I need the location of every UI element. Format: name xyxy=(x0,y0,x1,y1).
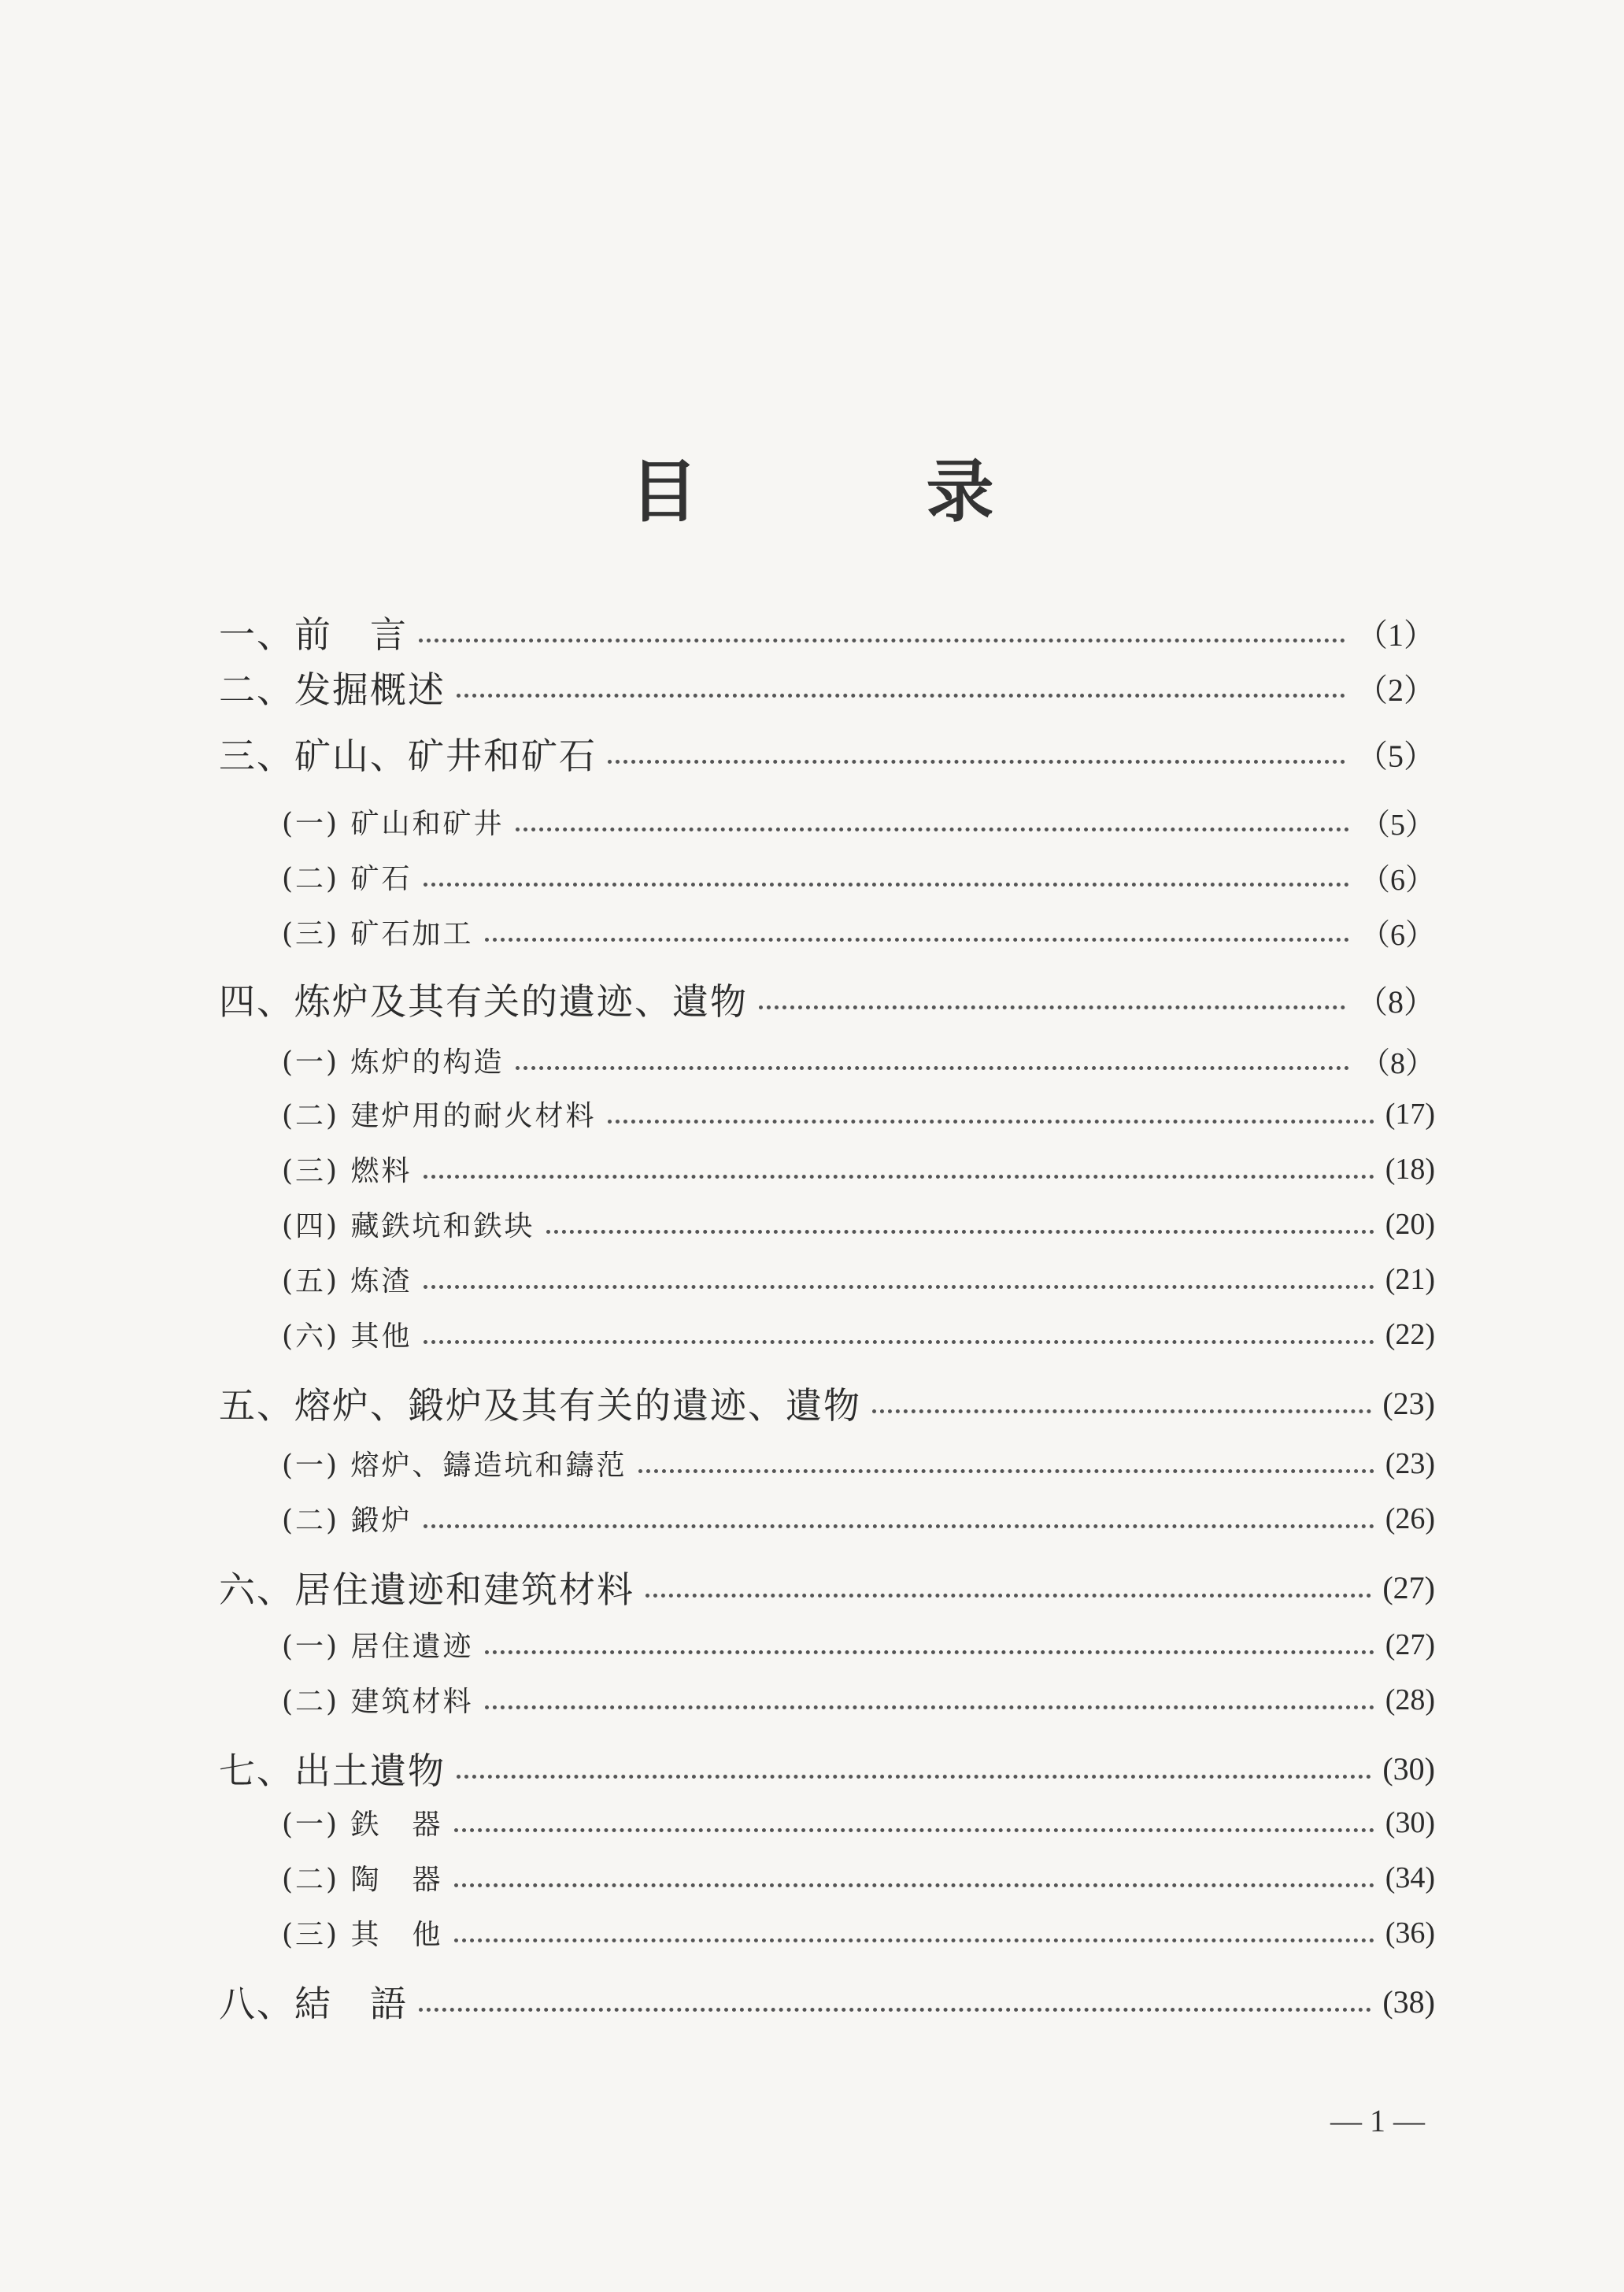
toc-entry[interactable] xyxy=(219,1039,1435,1082)
dot-leader xyxy=(546,1230,1374,1234)
dot-leader xyxy=(454,1828,1374,1832)
toc-entry[interactable] xyxy=(219,1624,1435,1664)
dot-leader xyxy=(457,1775,1371,1779)
toc-entry-page: （2） xyxy=(1356,672,1435,708)
dot-leader xyxy=(424,883,1349,887)
toc-entry-page: (26) xyxy=(1385,1501,1435,1535)
dot-leader xyxy=(646,1594,1371,1598)
dot-leader xyxy=(608,1120,1374,1124)
toc-entry[interactable] xyxy=(219,1094,1435,1134)
toc-entry-label: (一) 居住遺迹 xyxy=(282,1631,474,1663)
toc-entry-page: (30) xyxy=(1382,1750,1435,1787)
dot-leader xyxy=(424,1175,1374,1179)
toc-entry-page: （8） xyxy=(1356,983,1435,1020)
dot-leader xyxy=(485,938,1349,942)
dot-leader xyxy=(424,1285,1374,1289)
toc-entry-label: (二) 建炉用的耐火材料 xyxy=(282,1100,597,1132)
toc-entry-page: （5） xyxy=(1359,809,1435,842)
toc-entry-label: 二、发掘概述 xyxy=(219,668,446,711)
toc-entry[interactable] xyxy=(219,1314,1435,1354)
toc-entry[interactable] xyxy=(219,728,1435,779)
toc-entry-label: 四、炼炉及其有关的遺迹、遺物 xyxy=(219,980,748,1023)
dot-leader xyxy=(424,1340,1374,1344)
toc-entry-page: (23) xyxy=(1382,1385,1435,1421)
toc-entry-page: (34) xyxy=(1385,1861,1435,1894)
toc-entry-page: (23) xyxy=(1385,1446,1435,1480)
toc-entry[interactable] xyxy=(219,606,1435,658)
toc-entry-label: (二) 矿石 xyxy=(282,863,412,895)
page-title xyxy=(0,437,1624,535)
dot-leader xyxy=(516,828,1349,831)
dot-leader xyxy=(638,1469,1374,1473)
toc-entry-page: （5） xyxy=(1356,738,1435,774)
toc-entry-label: (三) 其 他 xyxy=(282,1919,443,1951)
toc-entry-page: （6） xyxy=(1359,919,1435,952)
toc-entry-page: （8） xyxy=(1359,1047,1435,1080)
toc-entry[interactable] xyxy=(219,973,1435,1025)
toc-entry-label: (三) 燃料 xyxy=(282,1155,412,1187)
toc-entry[interactable] xyxy=(219,1204,1435,1244)
toc-entry-page: (27) xyxy=(1382,1569,1435,1605)
toc-entry-page: (21) xyxy=(1385,1262,1435,1296)
toc-entry-page: (36) xyxy=(1385,1916,1435,1949)
dot-leader xyxy=(419,2008,1371,2012)
dot-leader xyxy=(485,1705,1374,1709)
toc-entry[interactable] xyxy=(219,1377,1435,1429)
toc-entry-label: 五、熔炉、鍛炉及其有关的遺迹、遺物 xyxy=(219,1384,861,1427)
toc-entry-label: (五) 炼渣 xyxy=(282,1265,412,1298)
toc-entry[interactable] xyxy=(219,1443,1435,1483)
title-char-2: 录 xyxy=(926,452,994,531)
toc-entry-label: (一) 熔炉、鑄造坑和鑄范 xyxy=(282,1450,627,1482)
toc-entry-label: (一) 矿山和矿井 xyxy=(282,808,505,840)
toc-entry-page: (38) xyxy=(1382,1983,1435,2020)
toc-entry-label: (二) 鍛炉 xyxy=(282,1505,412,1537)
dot-leader xyxy=(457,694,1345,698)
toc-entry[interactable] xyxy=(219,661,1435,713)
toc-entry[interactable] xyxy=(219,1857,1435,1898)
toc-entry[interactable] xyxy=(219,800,1435,843)
toc-entry-page: (28) xyxy=(1385,1683,1435,1716)
dot-leader xyxy=(872,1409,1371,1413)
toc-entry[interactable] xyxy=(219,855,1435,898)
toc-entry[interactable] xyxy=(219,1498,1435,1538)
toc-entry-page: （1） xyxy=(1356,617,1435,653)
toc-entry-label: 八、結 語 xyxy=(219,1983,408,2025)
toc-entry-page: (18) xyxy=(1385,1152,1435,1186)
toc-entry-label: (一) 鉄 器 xyxy=(282,1809,443,1841)
dot-leader xyxy=(454,1883,1374,1887)
toc-entry-label: (四) 藏鉄坑和鉄块 xyxy=(282,1210,535,1242)
toc-entry-label: (六) 其他 xyxy=(282,1320,412,1353)
toc-entry-label: (二) 建筑材料 xyxy=(282,1686,474,1718)
toc-entry[interactable] xyxy=(219,910,1435,953)
toc-entry[interactable] xyxy=(219,1149,1435,1189)
toc-entry-page: (27) xyxy=(1385,1627,1435,1661)
toc-entry-label: 七、出土遺物 xyxy=(219,1750,446,1792)
toc-entry[interactable] xyxy=(219,1912,1435,1953)
toc-entry-label: (二) 陶 器 xyxy=(282,1864,443,1896)
dot-leader xyxy=(454,1938,1374,1942)
toc-entry[interactable] xyxy=(219,1561,1435,1613)
toc-entry-page: （6） xyxy=(1359,864,1435,897)
dot-leader xyxy=(608,760,1345,764)
toc-entry-label: 三、矿山、矿井和矿石 xyxy=(219,735,597,777)
dot-leader xyxy=(485,1650,1374,1654)
toc-entry-label: 六、居住遺迹和建筑材料 xyxy=(219,1568,634,1611)
dot-leader xyxy=(516,1066,1349,1070)
dot-leader xyxy=(419,639,1345,642)
dot-leader xyxy=(424,1524,1374,1528)
toc-entry[interactable] xyxy=(219,1259,1435,1299)
title-char-1: 目 xyxy=(630,452,698,531)
toc-entry-label: (一) 炼炉的构造 xyxy=(282,1046,505,1079)
page-number: — 1 — xyxy=(1330,2103,1425,2138)
toc-entry-label: (三) 矿石加工 xyxy=(282,918,474,950)
dot-leader xyxy=(759,1005,1345,1009)
toc-entry-label: 一、前 言 xyxy=(219,613,408,656)
toc-entry[interactable] xyxy=(219,1742,1435,1794)
toc-entry-page: (22) xyxy=(1385,1317,1435,1351)
toc-entry-page: (30) xyxy=(1385,1805,1435,1839)
toc-entry[interactable] xyxy=(219,1802,1435,1842)
toc-entry-page: (20) xyxy=(1385,1207,1435,1241)
toc-entry-page: (17) xyxy=(1385,1097,1435,1131)
toc-entry[interactable] xyxy=(219,1679,1435,1720)
toc-entry[interactable] xyxy=(219,1975,1435,2027)
